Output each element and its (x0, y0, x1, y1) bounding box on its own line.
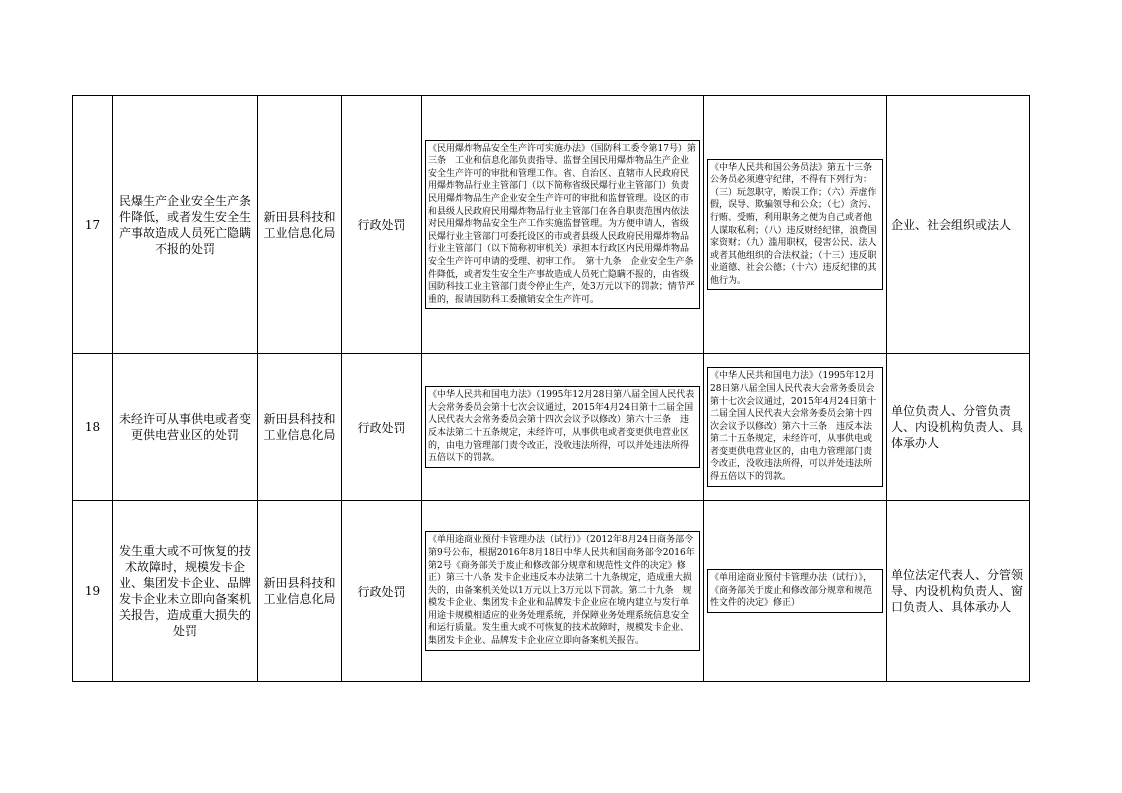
legal-basis-text: 《单用途商业预付卡管理办法（试行）》（2012年8月24日商务部令第9号公布，根据2016年8月18日中华人民共和国商务部令2016年第2号《商务部关于废止和修改部分规章和规范性文件的决定》修正）第三十八条 发卡企业违反本办法第二十九条规定，造成重大损失的，由备案机关处以1万元以上3万元以下罚款。第二十九条 规模发卡企业、集团发卡企业和品牌发卡企业应在境内建立与发行单用途卡规模相适应的业务处理系统，并保障业务处理系统信息安全和运行质量。发生重大或不可恢复的技术故障时，规模发卡企业、集团发卡企业、品牌发卡企业应立即向备案机关报告。 (425, 531, 700, 650)
penalty-table (72, 95, 1030, 682)
row-number: 17 (73, 96, 113, 354)
department: 新田县科技和工业信息化局 (258, 354, 342, 501)
department: 新田县科技和工业信息化局 (258, 96, 342, 354)
item-name: 发生重大或不可恢复的技术故障时，规模发卡企业、集团发卡企业、品牌发卡企业未立即向备案机关报告，造成重大损失的处罚 (113, 501, 258, 682)
table-row (73, 501, 1030, 682)
category: 行政处罚 (342, 96, 422, 354)
item-name: 民爆生产企业安全生产条件降低，或者发生安全生产事故造成人员死亡隐瞒不报的处罚 (113, 96, 258, 354)
responsibility-text: 《中华人民共和国电力法》（1995年12月28日第八届全国人民代表大会常务委员会第十七次会议通过，2015年4月24日第十二届全国人民代表大会常务委员会第十四次会议予以修改）第六十三条 违反本法第二十五条规定，未经许可，从事供电或者变更供电营业区的，由电力管理部门责令改正，没收违法所得，可以并处违法所得五倍以下的罚款。 (707, 367, 883, 486)
category: 行政处罚 (342, 354, 422, 501)
responsibility-text: 《单用途商业预付卡管理办法（试行）》，《商务部关于废止和修改部分规章和规范性文件的决定》修正） (707, 569, 883, 613)
legal-basis-text: 《民用爆炸物品安全生产许可实施办法》（国防科工委令第17号）第三条 工业和信息化部负责指导、监督全国民用爆炸物品生产企业安全生产许可的审批和管理工作。省、自治区、直辖市人民政府民用爆炸物品行业主管部门（以下简称省级民爆行业主管部门）负责民用爆炸物品生产企业安全生产许可的审批和监督管理。设区的市和县级人民政府民用爆炸物品行业主管部门在各自职责范围内依法对民用爆炸物品安全生产工作实施监督管理。为方便申请人，省级民爆行业主管部门可委托设区的市或者县级人民政府民用爆炸物品行业主管部门（以下简称初审机关）承担本行政区内民用爆炸物品安全生产许可申请的受理、初审工作。 第十九条 企业安全生产条件降低，或者发生安全生产事故造成人员死亡隐瞒不报的，由省级国防科技工业主管部门责令停止生产，处3万元以下的罚款；情节严重的，报请国防科工委撤销安全生产许可。 (425, 140, 700, 310)
row-number: 19 (73, 501, 113, 682)
table-row (73, 354, 1030, 501)
responsibility-basis (704, 501, 887, 682)
department: 新田县科技和工业信息化局 (258, 501, 342, 682)
table-row (73, 96, 1030, 354)
legal-basis (422, 96, 704, 354)
row-number: 18 (73, 354, 113, 501)
responsible-subject: 单位法定代表人、分管领导、内设机构负责人、窗口负责人、具体承办人 (887, 501, 1030, 682)
category: 行政处罚 (342, 501, 422, 682)
item-name: 未经许可从事供电或者变更供电营业区的处罚 (113, 354, 258, 501)
responsibility-text: 《中华人民共和国公务员法》第五十三条 公务员必须遵守纪律，不得有下列行为：（三）玩忽职守，贻误工作；（六）弄虚作假，误导、欺骗领导和公众；（七）贪污、行贿、受贿，利用职务之便为自己或者他人谋取私利；（八）违反财经纪律，浪费国家资财；（九）滥用职权，侵害公民、法人或者其他组织的合法权益；（十三）违反职业道德、社会公德；（十六）违反纪律的其他行为。 (707, 159, 883, 291)
legal-basis (422, 501, 704, 682)
responsibility-basis (704, 354, 887, 501)
legal-basis (422, 354, 704, 501)
responsible-subject: 企业、社会组织或法人 (887, 96, 1030, 354)
responsibility-basis (704, 96, 887, 354)
responsible-subject: 单位负责人、分管负责人、内设机构负责人、具体承办人 (887, 354, 1030, 501)
legal-basis-text: 《中华人民共和国电力法》（1995年12月28日第八届全国人民代表大会常务委员会第十七次会议通过，2015年4月24日第十二届全国人民代表大会常务委员会第十四次会议予以修改）第六十三条 违反本法第二十五条规定，未经许可，从事供电或者变更供电营业区的，由电力管理部门责令改正，没收违法所得，可以并处违法所得五倍以下的罚款。 (425, 386, 700, 468)
